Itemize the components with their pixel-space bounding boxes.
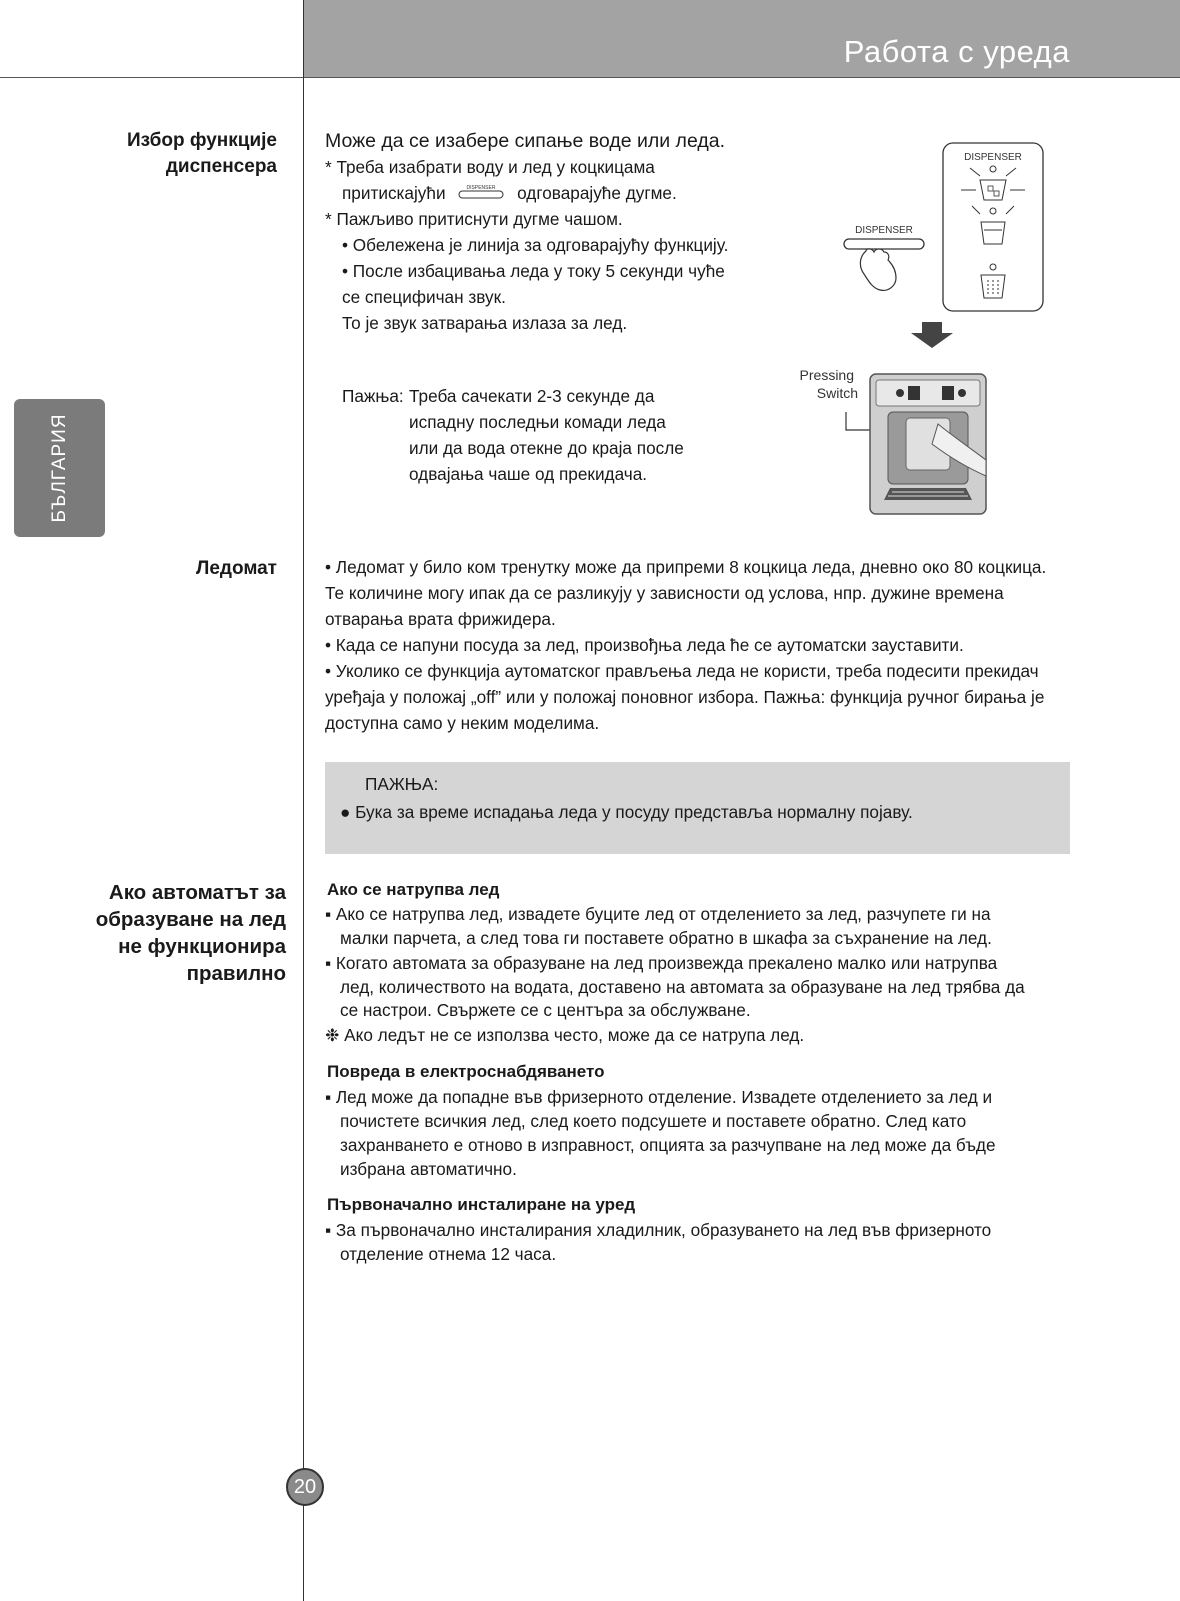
dispenser-line-part: одговарајуће дугме. [517, 183, 677, 203]
icemaker-line: уређаја у положај „off” или у положај поновног избора. Пажња: функција ручног бирања је [325, 687, 1045, 707]
icemaker-line: • Ледомат у било ком тренутку може да припреми 8 коцкица леда, дневно око 80 коцкица. [325, 557, 1047, 577]
page-number: 20 [286, 1468, 324, 1506]
dispenser-panel-label: DISPENSER [964, 152, 1022, 163]
initial-install-heading: Първоначално инсталиране на уред [327, 1195, 636, 1214]
dispenser-line-inline [342, 181, 677, 207]
dispenser-illustration [800, 138, 1060, 518]
malfunction-heading-line: образуване на лед [95, 908, 286, 931]
malfunction-heading [96, 879, 286, 987]
note-line: одвајања чаше од прекидача. [409, 464, 648, 484]
header-divider [0, 77, 1180, 78]
pressing-switch-label: Switch [816, 385, 858, 401]
hand-icon [860, 249, 896, 291]
dispenser-line: • Обележена је линија за одговарајућу функцију. [342, 235, 729, 255]
note-label: Пажња: [342, 386, 404, 406]
caution-text: ● Бука за време испадања леда у посуду представља нормалну појаву. [340, 802, 913, 822]
power-failure-line: почистете всичкия лед, след което подсушете и поставете обратно. След като [340, 1111, 967, 1131]
ice-buildup-line: ▪ Когато автомата за образуване на лед произвежда прекалено малко или натрупва [325, 953, 998, 973]
ice-buildup-line: лед, количеството на водата, доставено на автомата за образуване на лед трябва да [340, 977, 1025, 997]
dispenser-line: * Треба изабрати воду и лед у коцкицама [325, 157, 655, 177]
ice-buildup-line: се настрои. Свържете се с центъра за обслужване. [340, 1000, 751, 1020]
dispenser-button-figure [844, 225, 924, 290]
dispenser-button-label: DISPENSER [855, 225, 913, 236]
icemaker-heading: Ледомат [196, 558, 277, 579]
dispenser-line: * Пажљиво притиснути дугме чашом. [325, 209, 623, 229]
ice-buildup-line: ❉ Ако ледът не се използва често, може да се натрупа лед. [325, 1025, 805, 1045]
language-tab-label: БЪЛГАРИЯ [48, 413, 70, 523]
malfunction-heading-line: правилно [186, 962, 286, 985]
note-line: или да вода отекне до краја после [409, 438, 684, 458]
icemaker-line: Те количине могу ипак да се разликују у зависности од услова, нпр. дужине времена [325, 583, 1004, 603]
arrow-down-icon [911, 322, 953, 348]
power-failure-heading: Повреда в електроснабдяването [327, 1062, 605, 1081]
inline-dispenser-label: DISPENSER [466, 184, 496, 191]
ice-buildup-heading: Ако се натрупва лед [327, 880, 500, 899]
dispenser-line: То је звук затварања излаза за лед. [342, 313, 628, 333]
language-tab [14, 399, 105, 537]
column-divider [303, 0, 304, 1601]
dispenser-unit-figure [870, 374, 986, 514]
note-line: испадну последњи комади леда [409, 412, 666, 432]
power-failure-line: ▪ Лед може да попадне във фризерното отделение. Извадете отделението за лед и [325, 1087, 993, 1107]
malfunction-heading-line: Ако автоматът за [108, 881, 286, 904]
dispenser-heading-line: Избор функције [127, 130, 277, 151]
dispenser-panel-figure [943, 143, 1043, 311]
page-title: Работа с уреда [843, 34, 1070, 69]
crushed-ice-glass-icon [981, 275, 1005, 298]
dispenser-heading-line: диспенсера [165, 156, 277, 177]
power-failure-line: захранването е отново в изправност, опцията за разчупване на лед може да бъде [340, 1135, 996, 1155]
dispenser-heading [127, 128, 277, 180]
icemaker-line: отварања врата фрижидера. [325, 609, 556, 629]
ice-buildup-line: малки парчета, а след това ги поставете обратно в шкафа за съхранение на лед. [340, 928, 992, 948]
icemaker-line: • Када се напуни посуда за лед, произвођња леда ће се аутоматски зауставити. [325, 635, 964, 655]
dispenser-line-part: притискајући [342, 183, 446, 203]
pressing-switch-label: Pressing [800, 367, 854, 383]
dispenser-line: се специфичан звук. [342, 287, 506, 307]
initial-install-line: ▪ За първоначално инсталирания хладилник, образуването на лед във фризерното [325, 1220, 992, 1240]
icemaker-line: доступна само у неким моделима. [325, 713, 600, 733]
dispenser-line: • После избацивања леда у току 5 секунди чуће [342, 261, 725, 281]
ice-buildup-line: ▪ Ако се натрупва лед, извадете буците лед от отделението за лед, разчупете ги на [325, 904, 991, 924]
caution-title: ПАЖЊА: [365, 774, 439, 794]
inline-dispenser-button-icon [458, 182, 504, 208]
malfunction-heading-line: не функционира [118, 935, 286, 958]
note-line: Треба сачекати 2-3 секунде да [409, 386, 655, 406]
water-glass-icon [981, 222, 1005, 244]
power-failure-line: избрана автоматично. [340, 1159, 517, 1179]
icemaker-line: • Уколико се функција аутоматског прављења леда не користи, треба подесити прекидач [325, 661, 1039, 681]
dispenser-intro: Може да се изабере сипање воде или леда. [325, 130, 725, 152]
initial-install-line: отделение отнема 12 часа. [340, 1244, 557, 1264]
